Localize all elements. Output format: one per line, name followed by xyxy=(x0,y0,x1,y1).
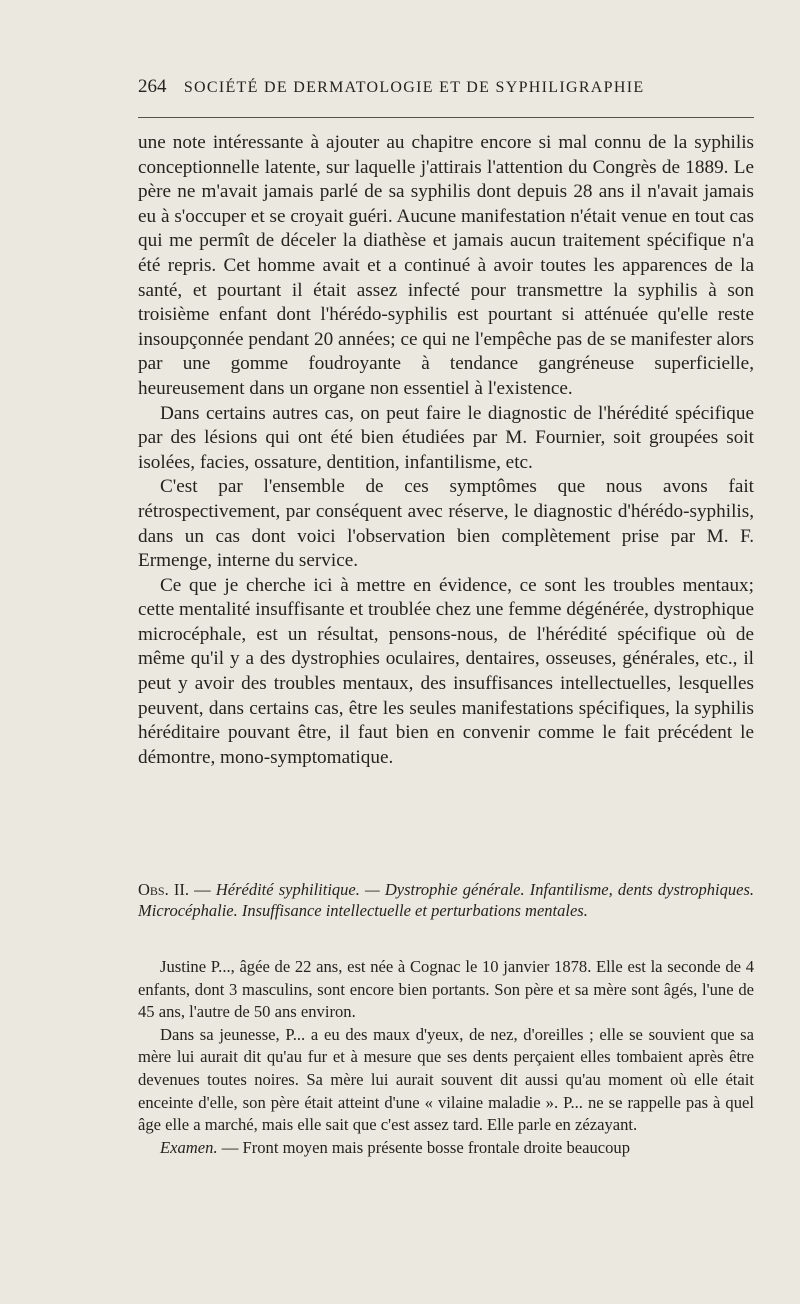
observation-dash: — xyxy=(189,880,216,899)
examen-paragraph xyxy=(138,1137,754,1160)
main-text xyxy=(138,131,754,770)
paragraph: Dans certains autres cas, on peut faire le diagnostic de l'hérédité spécifique par des lésions qui ont été bien étudiées par M. Fournier, soit groupées soit isolées, facies, ossature, dentition, infantilisme, etc. xyxy=(138,402,754,473)
paragraph: Ce que je cherche ici à mettre en évidence, ce sont les troubles mentaux; cette mentalité insuffisante et troublée chez une femme dégénérée, dystrophique microcéphale, est un résultat, pensons-nous, de l'hérédité spécifique où de même qu'il y a des dystrophies oculaires, dentaires, osseuses, générales, etc., il peut y avoir des troubles mentaux, des insuffisances intellectuelles, lesquelles peuvent, dans certains cas, être les seules manifestations spécifiques, la syphilis héréditaire pouvant être, il faut bien en convenir comme le fait précédent le démontre, mono-symptomatique. xyxy=(138,574,754,768)
examen-text: — Front moyen mais présente bosse frontale droite beaucoup xyxy=(217,1137,631,1157)
observation-heading xyxy=(138,880,754,921)
page-number: 264 xyxy=(138,76,167,97)
paragraph: C'est par l'ensemble de ces symptômes que nous avons fait rétrospectivement, par conséquent avec réserve, le diagnostic d'hérédo-syphilis, dans un cas dont voici l'observation bien complètement prise par M. F. Ermenge, interne du service. xyxy=(138,476,754,572)
observation-label: Obs. II. xyxy=(138,880,190,899)
observation-text xyxy=(138,956,754,1159)
examen-label: Examen. xyxy=(160,1137,218,1157)
header-rule xyxy=(138,117,754,118)
running-title: SOCIÉTÉ DE DERMATOLOGIE ET DE SYPHILIGRAPHIE xyxy=(183,79,645,96)
paragraph: une note intéressante à ajouter au chapitre encore si mal connu de la syphilis conceptionnelle latente, sur laquelle j'attirais l'attention du Congrès de 1889. Le père ne m'avait jamais parlé de sa syphilis dont depuis 28 ans il n'avait jamais eu à s'occuper et se croyait guéri. Aucune manifestation n'était venue en tout cas qui me permît de déceler la diathèse et jamais aucun traitement spécifique n'a été repris. Cet homme avait et a continué à avoir toutes les apparences de la santé, et pourtant il était assez infecté pour transmettre la syphilis à son troisième enfant dont l'hérédo-syphilis est pourtant si atténuée qu'elle reste insoupçonnée pendant 20 années; ce qui ne l'empêche pas de se manifester alors par une gomme foudroyante à tendance gangréneuse superficielle, heureusement dans un organe non essentiel à l'existence. xyxy=(138,132,754,399)
observation-title: Hérédité syphilitique. — Dystrophie générale. Infantilisme, dents dystrophiques. Microcéphalie. Insuffisance intellectuelle et perturbations mentales. xyxy=(138,880,754,920)
note-paragraph: Dans sa jeunesse, P... a eu des maux d'yeux, de nez, d'oreilles ; elle se souvient que sa mère lui aurait dit qu'au fur et à mesure que ses dents perçaient elles tombaient après être devenues toutes noires. Sa mère lui aurait souvent dit aussi qu'au moment où elle était enceinte d'elle, son père était atteint d'une « vilaine maladie ». P... ne se rappelle pas à quel âge elle a marché, mais elle sait que c'est assez tard. Elle parle en zézayant. xyxy=(138,1024,754,1135)
note-paragraph: Justine P..., âgée de 22 ans, est née à Cognac le 10 janvier 1878. Elle est la seconde de 4 enfants, dont 3 masculins, sont encore bien portants. Son père et sa mère sont âgés, l'une de 45 ans, l'autre de 50 ans environ. xyxy=(138,957,754,1022)
running-header xyxy=(138,76,754,98)
